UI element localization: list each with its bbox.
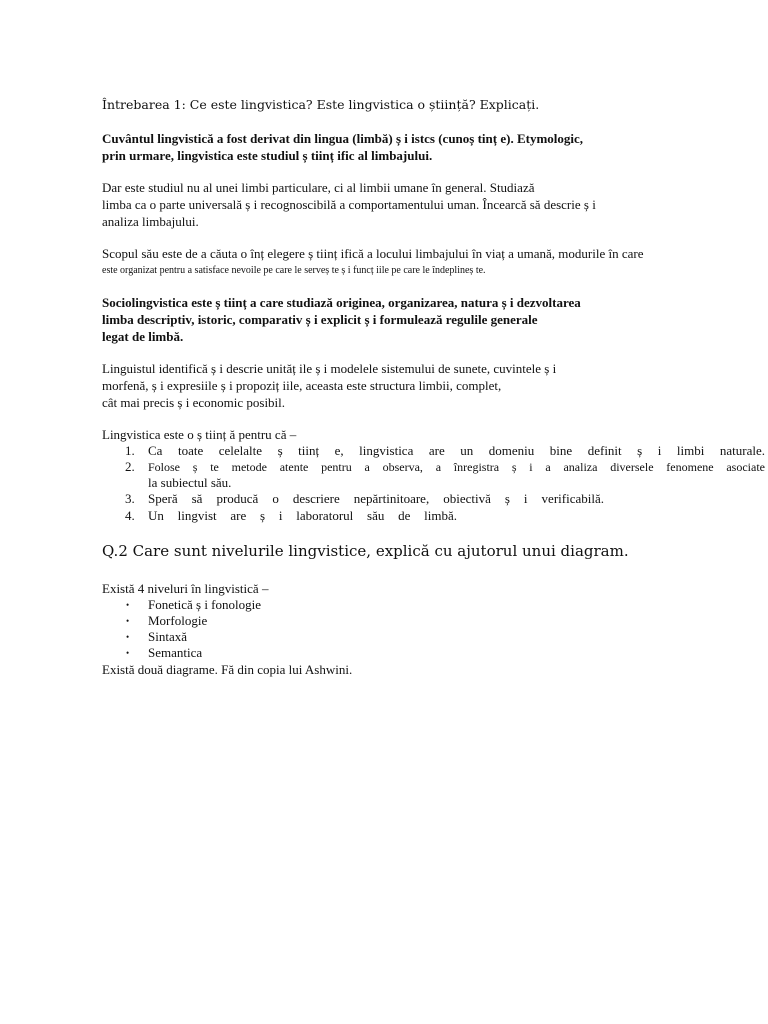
list-item-number: 4. — [125, 508, 135, 523]
paragraph-purpose-line-1: Scopul său este de a căuta o înț elegere ș tiinț ifică a locului limbajului în viaț a umană, modurile în care — [102, 246, 644, 261]
paragraph-linguist-line-3: cât mai precis ș i economic posibil. — [102, 395, 286, 410]
paragraph-sociolinguistics-line-3: legat de limbă. — [102, 329, 184, 344]
list-item-text-continuation: la subiectul său. — [148, 475, 232, 490]
list-item-text: Folose ș te metode atente pentru a observa, a înregistra ș i a analiza diversele fenomene asociate — [148, 460, 765, 474]
paragraph-study-line-3: analiza limbajului. — [102, 214, 199, 229]
bullet-text: Semantica — [148, 645, 203, 660]
paragraph-linguist-line-1: Linguistul identifică ș i descrie unităț ile ș i modelele sistemului de sunete, cuvintele ș i — [102, 361, 557, 376]
paragraph-study-line-1: Dar este studiul nu al unei limbi particulare, ci al limbii umane în general. Studiază — [102, 180, 535, 195]
bullet-icon: • — [126, 600, 130, 610]
paragraph-sociolinguistics-line-1: Sociolingvistica este ș tiinț a care studiază originea, organizarea, natura ș i dezvoltarea — [102, 295, 581, 310]
bullet-text: Fonetică ș i fonologie — [148, 597, 262, 612]
question-2-title: Q.2 Care sunt nivelurile lingvistice, explică cu ajutorul unui diagram. — [102, 542, 629, 560]
paragraph-purpose-line-2: este organizat pentru a satisface nevoile pe care le serveș te ș i funcț iile pe care le îndeplineș te. — [102, 265, 486, 276]
bullet-text: Sintaxă — [148, 629, 187, 644]
paragraph-etymology-line-2: prin urmare, lingvistica este studiul ș tiinț ific al limbajului. — [102, 148, 433, 163]
list-item-number: 2. — [125, 459, 135, 474]
closing-note: Există două diagrame. Fă din copia lui Ashwini. — [102, 662, 353, 677]
bullet-icon: • — [126, 632, 130, 642]
list-item-text: Speră să producă o descriere nepărtinitoare, obiectivă ș i verificabilă. — [148, 491, 604, 506]
paragraph-sociolinguistics-line-2: limba descriptiv, istoric, comparativ ș i explicit ș i formulează regulile generale — [102, 312, 538, 327]
paragraph-study-line-2: limba ca o parte universală ș i recognoscibilă a comportamentului uman. Încearcă să descrie ș i — [102, 197, 596, 212]
list-intro: Lingvistica este o ș tiinț ă pentru că – — [102, 427, 297, 442]
list-item-text: Un lingvist are ș i laboratorul său de limbă. — [148, 508, 457, 523]
paragraph-etymology-line-1: Cuvântul lingvistică a fost derivat din lingua (limbă) ș i istcs (cunoș tinț e). Etymologic, — [102, 131, 584, 146]
list-item-number: 1. — [125, 443, 135, 458]
bullet-text: Morfologie — [148, 613, 208, 628]
levels-intro: Există 4 niveluri în lingvistică – — [102, 581, 269, 596]
bullet-icon: • — [126, 648, 130, 658]
bullet-icon: • — [126, 616, 130, 626]
question-1-title: Întrebarea 1: Ce este lingvistica? Este lingvistica o știință? Explicați. — [102, 97, 540, 112]
paragraph-linguist-line-2: morfenă, ș i expresiile ș i propoziț iile, aceasta este structura limbii, complet, — [102, 378, 502, 393]
list-item-number: 3. — [125, 491, 135, 506]
list-item-text: Ca toate celelalte ș tiinț e, lingvistica are un domeniu bine definit ș i limbi naturale. — [148, 443, 765, 458]
